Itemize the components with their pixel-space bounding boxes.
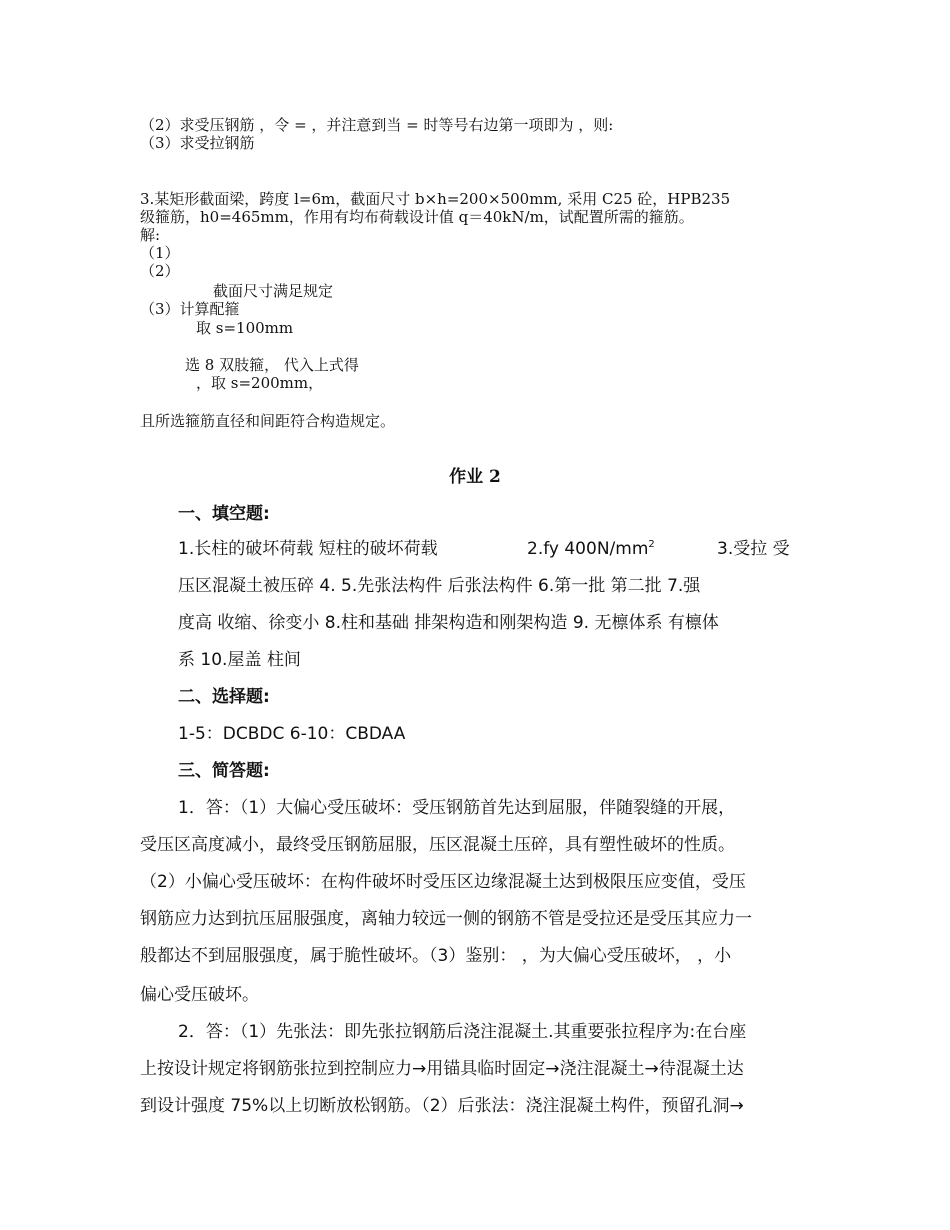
problem3-statement-line1: 3.某矩形截面梁，跨度 l=6m，截面尺寸 b×h=200×500mm, 采用 C25 砼，HPB235 [140, 190, 731, 208]
fill-answer-line1a: 1.长柱的破坏荷载 短柱的破坏荷载 [178, 539, 438, 559]
answer-2-line1: 2．答：（1）先张法：即先张拉钢筋后浇注混凝土.其重要张拉程序为:在台座 [178, 1022, 747, 1042]
fill-answer-line3: 度高 收缩、徐变小 8.柱和基础 排架构造和刚架构造 9. 无檩体系 有檩体 [178, 613, 719, 633]
section-3-heading: 三、简答题: [178, 761, 270, 781]
answer-1-line1: 1．答：（1）大偏心受压破坏：受压钢筋首先达到屈服，伴随裂缝的开展， [178, 798, 736, 818]
answer-1-line2: 受压区高度减小，最终受压钢筋屈服，压区混凝土压碎，具有塑性破坏的性质。 [140, 835, 735, 855]
fill-answer-line1b [527, 538, 655, 560]
answer-2-line3: 到设计强度 75%以上切断放松钢筋。（2）后张法：浇注混凝土构件，预留孔洞→ [140, 1096, 744, 1116]
answer-1-line6: 偏心受压破坏。 [140, 985, 259, 1005]
solution-label: 解: [140, 226, 161, 244]
answer-2-line2: 上按设计规定将钢筋张拉到控制应力→用锚具临时固定→浇注混凝土→待混凝土达 [140, 1059, 744, 1079]
problem3-statement-line2: 级箍筋，h0=465mm，作用有均布荷载设计值 q＝40kN/m，试配置所需的箍筋。 [140, 208, 694, 226]
homework-2-title: 作业 2 [449, 467, 501, 487]
fill-answer-fy: 2.fy 400N/mm [527, 539, 649, 559]
stirrup-choice: 选 8 双肢箍， 代入上式得 [185, 356, 359, 374]
step-3-tension-steel: （3）求受拉钢筋 [140, 134, 255, 152]
step-2-compression-steel: （2）求受压钢筋 ，令 = ，并注意到当 = 时等号右边第一项即为 ，则: [140, 116, 614, 134]
solution-step-3-note: 取 s=100mm [196, 319, 294, 337]
fill-answer-line2: 压区混凝土被压碎 4. 5.先张法构件 后张法构件 6.第一批 第二批 7.强 [178, 576, 701, 596]
answer-1-line4: 钢筋应力达到抗压屈服强度，离轴力较远一侧的钢筋不管是受拉还是受压其应力一 [140, 909, 752, 929]
stirrup-spacing: ，取 s=200mm， [196, 374, 324, 392]
conclusion: 且所选箍筋直径和间距符合构造规定。 [140, 412, 396, 430]
choice-answers: 1-5：DCBDC 6-10：CBDAA [178, 724, 406, 744]
answer-1-line5: 般都达不到屈服强度，属于脆性破坏。（3）鉴别： ，为大偏心受压破坏， ，小 [140, 946, 732, 966]
solution-step-2-note: 截面尺寸满足规定 [213, 282, 334, 300]
section-1-heading: 一、填空题: [178, 504, 270, 524]
fill-answer-line1c: 3.受拉 受 [717, 539, 790, 559]
solution-step-1: （1） [140, 244, 180, 262]
answer-1-line3: （2）小偏心受压破坏：在构件破坏时受压区边缘混凝土达到极限压应变值，受压 [140, 872, 746, 892]
fill-answer-line4: 系 10.屋盖 柱间 [178, 650, 301, 670]
solution-step-3: （3）计算配箍 [140, 300, 240, 318]
section-2-heading: 二、选择题: [178, 687, 270, 707]
unit-superscript: 2 [648, 539, 655, 550]
solution-step-2: （2） [140, 262, 180, 280]
